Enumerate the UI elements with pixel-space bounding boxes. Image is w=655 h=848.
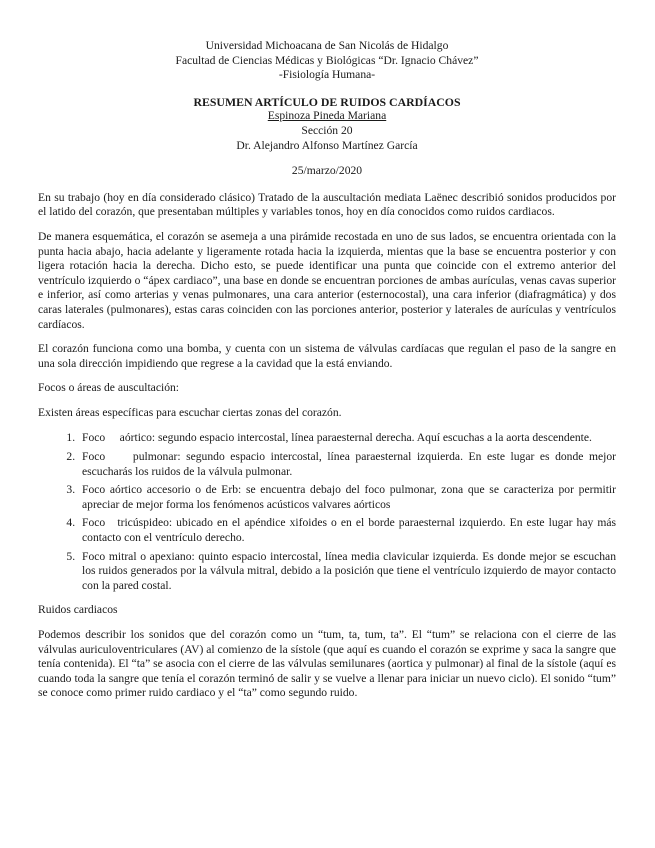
section-label: Sección 20 xyxy=(301,123,353,137)
foci-list xyxy=(38,431,619,593)
list-item: 2. Foco pulmonar: segundo espacio intercostal, línea paraesternal izquierda. En este lugar es donde mejor escucharás los ruidos de la válvula pulmonar. xyxy=(78,450,616,479)
list-item: 3. Foco aórtico accesorio o de Erb: se encuentra debajo del foco pulmonar, zona que se caracteriza por permitir apreciar de mejor forma los fenómenos acústicos valvares aórticos xyxy=(78,483,616,512)
list-item: 5. Foco mitral o apexiano: quinto espacio intercostal, línea media clavicular izquierda. Es donde mejor se escuchan los ruidos generados por la válvula mitral, debido a la posición que tiene el ventrículo izquierdo de mayor contacto con la pared costal. xyxy=(78,550,616,594)
sounds-heading: Ruidos cardiacos xyxy=(38,603,118,617)
foci-heading: Focos o áreas de auscultación: xyxy=(38,381,180,395)
list-item: 1. Foco aórtico: segundo espacio intercostal, línea paraesternal derecha. Aquí escuchas a la aorta descendente. xyxy=(78,431,616,446)
teacher-name: Dr. Alejandro Alfonso Martínez García xyxy=(236,138,418,152)
paragraph-sounds: Podemos describir los sonidos que del corazón como un “tum, ta, tum, ta”. El “tum” se relaciona con el cierre de las válvulas auriculoventriculares (AV) al comienzo de la sístole (que aquí es cuando el corazón se exprime y saca la sangre que tenía contenida). El “ta” se asocia con el cierre de las válvulas semilunares (aortica y pulmonar) al final de la sístole (aquí es cuando toda la sangre que tenía el corazón terminó de salir y se vuelve a llenar para iniciar un nuevo ciclo). El sonido “tum” se conoce como primer ruido cardiaco y el “ta” como segundo ruido. xyxy=(38,628,616,700)
foci-intro: Existen áreas específicas para escuchar ciertas zonas del corazón. xyxy=(38,405,342,419)
document-title: RESUMEN ARTÍCULO DE RUIDOS CARDÍACOS xyxy=(193,94,461,109)
document-page xyxy=(38,39,619,701)
paragraph-intro: En su trabajo (hoy en día considerado clásico) Tratado de la auscultación mediata Laënec describió sonidos producidos por el latido del corazón, que presentaban múltiples y variables tonos, hoy en día conocidos como ruidos cardiacos. xyxy=(38,190,616,219)
document-date: 25/marzo/2020 xyxy=(291,164,363,178)
author-name: Espinoza Pineda Mariana xyxy=(267,109,387,123)
list-item: 4. Foco tricúspideo: ubicado en el apéndice xifoides o en el borde paraesternal izquierdo. En este lugar hay más contacto con el ventrículo derecho. xyxy=(78,516,616,545)
paragraph-pump: El corazón funciona como una bomba, y cuenta con un sistema de válvulas cardíacas que regulan el paso de la sangre en una sola dirección impidiendo que regrese a la cavidad que la está enviando. xyxy=(38,342,616,370)
faculty-name: Facultad de Ciencias Médicas y Biológicas “Dr. Ignacio Chávez” xyxy=(175,53,479,67)
university-name: Universidad Michoacana de San Nicolás de Hidalgo xyxy=(205,39,449,52)
paragraph-anatomy: De manera esquemática, el corazón se asemeja a una pirámide recostada en uno de sus lados, se encuentra orientada con la punta hacia abajo, hacia adelante y ligeramente rotada hacia la izquierda, mientas que la base se encuentra posterior y con ligera rotación hacia la derecha. Dicho esto, se puede identificar una punta que coincide con el extremo anterior del ventrículo izquierdo o “ápex cardiaco”, una base en donde se encuentran porciones de ambas aurículas, venas cavas superior e inferior, así como arterias y venas pulmonares, una cara anterior (esternocostal), una cara inferior (diafragmática) y dos caras laterales (pulmonares), estas caras coinciden con las porciones anterior, posterior y laterales de aurículas y ventrículos cardíacos. xyxy=(38,229,616,331)
subject-name: -Fisiología Humana- xyxy=(278,68,376,82)
document-header xyxy=(38,39,616,83)
author-block xyxy=(38,109,616,153)
